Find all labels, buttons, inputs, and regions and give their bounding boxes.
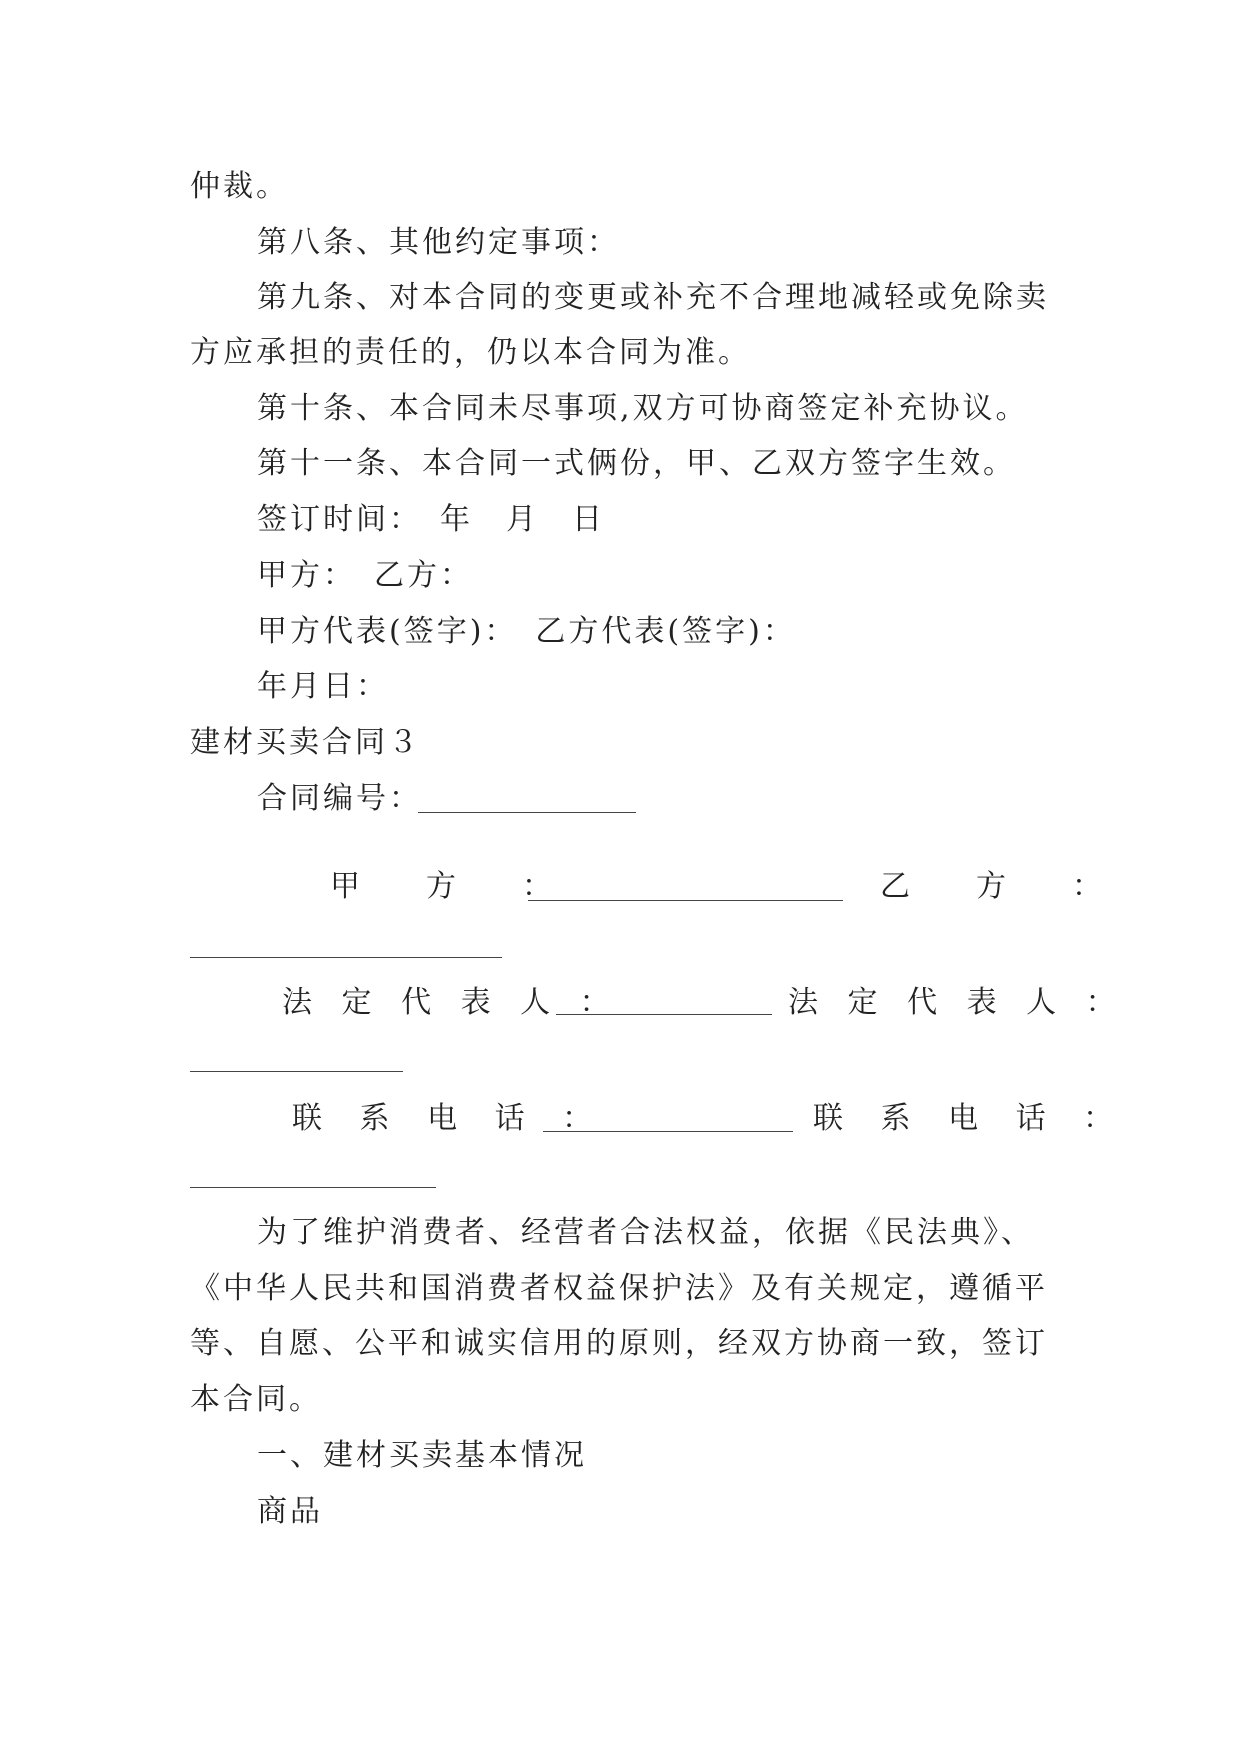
preamble-line3: 等、自愿、公平和诚实信用的原则，经双方协商一致，签订 xyxy=(190,1326,1048,1361)
section-1-heading: 一、建材买卖基本情况 xyxy=(257,1438,587,1473)
preamble-line1: 为了维护消费者、经营者合法权益，依据《民法典》、 xyxy=(257,1215,1034,1250)
date-line: 年月日： xyxy=(257,669,389,704)
phone-a-blank xyxy=(543,1131,793,1132)
legal-rep-b-label: 法 定 代 表 人 ： xyxy=(788,985,1126,1020)
article-8: 第八条、其他约定事项： xyxy=(257,225,620,260)
party-b-blank xyxy=(190,957,502,958)
article-9-line2: 方应承担的责任的，仍以本合同为准。 xyxy=(190,335,751,370)
phone-b-blank xyxy=(190,1187,436,1188)
phone-b-label: 联 系 电 话 ： xyxy=(813,1101,1128,1136)
representatives-line: 甲方代表(签字)： 乙方代表(签字)： xyxy=(257,614,796,649)
party-b-label: 乙 方 ： xyxy=(880,869,1120,904)
article-9-line1: 第九条、对本合同的变更或补充不合理地减轻或免除卖 xyxy=(257,280,1049,315)
contract-number-label: 合同编号： xyxy=(257,781,422,816)
sign-date: 签订时间： 年 月 日 xyxy=(257,502,605,537)
legal-rep-b-blank xyxy=(190,1071,403,1072)
contract-number-blank xyxy=(418,812,636,813)
party-a-label: 甲 方 ： xyxy=(330,869,570,904)
text-line-arbitration: 仲裁。 xyxy=(190,169,289,204)
goods-label: 商品 xyxy=(257,1494,323,1529)
article-11: 第十一条、本合同一式俩份，甲、乙双方签字生效。 xyxy=(257,446,1016,481)
section-title: 建材买卖合同３ xyxy=(190,725,421,760)
legal-rep-a-blank xyxy=(556,1014,772,1015)
parties-line: 甲方： 乙方： xyxy=(257,558,473,593)
preamble-line4: 本合同。 xyxy=(190,1382,322,1417)
legal-rep-a-label: 法 定 代 表 人 ： xyxy=(282,985,620,1020)
article-10: 第十条、本合同未尽事项,双方可协商签定补充协议。 xyxy=(257,391,1029,426)
party-a-blank xyxy=(528,900,843,901)
preamble-line2: 《中华人民共和国消费者权益保护法》及有关规定，遵循平 xyxy=(190,1271,1048,1306)
phone-a-label: 联 系 电 话 ： xyxy=(292,1101,607,1136)
